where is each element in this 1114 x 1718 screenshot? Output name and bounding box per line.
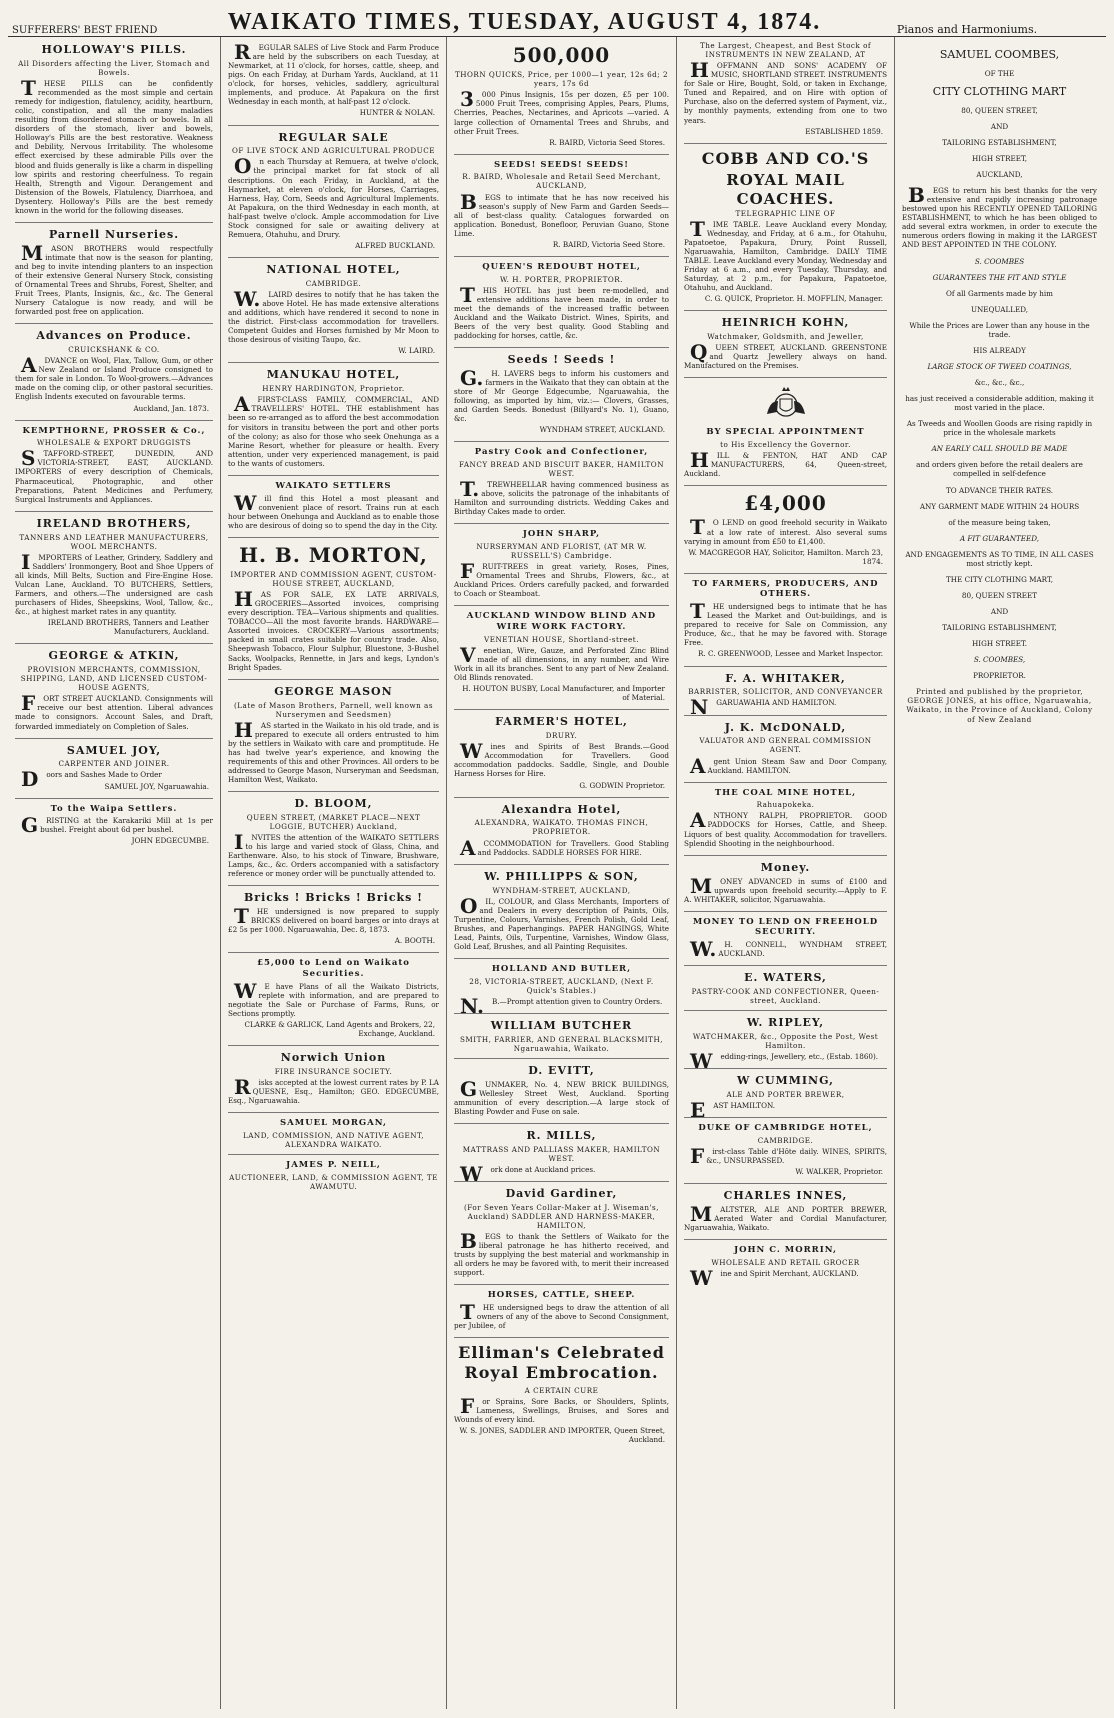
- ad-title: JOHN C. MORRIN,: [734, 1245, 837, 1256]
- advertisement: [684, 1189, 887, 1240]
- advertisement: [454, 447, 669, 524]
- clothing-line: S. COOMBES: [974, 256, 1025, 266]
- advertisement: [684, 316, 887, 378]
- ad-title: REGULAR SALE: [278, 130, 389, 144]
- ad-body: HAS started in the Waikato in his old trade, and is prepared to execute all orders entrusted to him by the settlers in Waikato with care and promptitude. He has had twelve year's experience, and knowing the requirements of this and other Provinces. All orders to be addressed to George Mason, Nurseryman and Seedsman, Hamilton West, Waikato.: [228, 717, 439, 785]
- ad-title: WAIKATO SETTLERS: [275, 480, 392, 491]
- ad-subtitle: to His Excellency the Governor.: [720, 440, 851, 449]
- ad-signature: R. BAIRD, Victoria Seed Store.: [552, 239, 665, 249]
- clothing-line: of the measure being taken,: [948, 517, 1051, 527]
- ad-title: SAMUEL MORGAN,: [280, 1118, 387, 1129]
- ad-body: GUNMAKER, No. 4, NEW BRICK BUILDINGS, Wellesley Street West, Auckland. Sporting ammunition of every description.—A large stock of Blasting Powder and Fuse on sale.: [454, 1076, 669, 1116]
- clothing-line: 80, QUEEN STREET: [961, 590, 1038, 600]
- clothing-line: AND ENGAGEMENTS AS TO TIME, IN ALL CASES most strictly kept.: [905, 549, 1094, 568]
- clothing-line: SAMUEL COOMBES,: [939, 48, 1060, 61]
- ad-title: SAMUEL JOY,: [66, 743, 162, 757]
- ad-title: W CUMMING,: [737, 1074, 834, 1088]
- ad-title: JOHN SHARP,: [522, 529, 601, 540]
- ad-title: QUEEN'S REDOUBT HOTEL,: [482, 261, 641, 272]
- advertisement: [454, 1290, 669, 1338]
- advertisement: [684, 1123, 887, 1184]
- ad-body: FRUIT-TREES in great variety, Roses, Pines, Ornamental Trees and Shrubs, Flowers, &c., at Auckland Prices. Orders carefully packed, and forwarded to Coach or Steamboat.: [454, 559, 669, 599]
- ad-subtitle: OF LIVE STOCK AND AGRICULTURAL PRODUCE: [232, 146, 435, 156]
- ad-subtitle: PROVISION MERCHANTS, COMMISSION, SHIPPING, LAND, AND LICENSED CUSTOM-HOUSE AGENTS,: [20, 665, 208, 693]
- advertisement: [454, 611, 669, 710]
- clothing-line: THE CITY CLOTHING MART,: [946, 574, 1053, 584]
- ad-body: Venetian, Wire, Gauze, and Perforated Zinc Blind made of all dimensions, in any number, and Wire Work in all its branches. Sent to any part of New Zealand. Old Blinds renovated.: [454, 642, 669, 683]
- ad-body: THE undersigned is now prepared to supply BRICKS delivered on board barges or into drays at £2 5s per 1000. Ngaruawahia, Dec. 8, 1873.: [228, 904, 439, 935]
- ad-title: R. MILLS,: [526, 1128, 597, 1142]
- advertisement: [454, 1064, 669, 1124]
- ad-title: HORSES, CATTLE, SHEEP.: [487, 1290, 636, 1301]
- ad-title: Seeds ! Seeds !: [507, 353, 616, 367]
- columns: [8, 37, 1106, 1709]
- clothing-line: GUARANTEES THE FIT AND STYLE: [932, 272, 1067, 282]
- ad-subtitle: THORN QUICKS, Price, per 1000—1 year, 12s 6d; 2 years, 17s 6d: [454, 70, 669, 89]
- advertisement: [15, 744, 213, 799]
- ad-body: BEGS to intimate that he has now received his season's supply of New Farm and Garden Seeds—all of best-class quality. Catalogues forwarded on application. Bonedust, Bonefloor, Peruvian Guano, Stone Lime.: [454, 189, 669, 238]
- ad-body: EAST HAMILTON.: [690, 1098, 776, 1123]
- ad-body: Wine and Spirit Merchant, AUCKLAND.: [690, 1266, 859, 1290]
- advertisement: [454, 715, 669, 797]
- ad-signature: Auckland, Jan. 1873.: [133, 403, 209, 413]
- ad-title: Parnell Nurseries.: [48, 227, 180, 241]
- advertisement: [228, 958, 439, 1046]
- ad-subtitle: VALUATOR AND GENERAL COMMISSION AGENT.: [699, 736, 872, 755]
- clothing-line: &c., &c., &c.,: [974, 378, 1025, 388]
- ad-body: THE undersigned begs to draw the attention of all owners of any of the above to Second Consignment, per Jubilee, of: [454, 1300, 669, 1331]
- advertisement: [684, 149, 887, 312]
- ad-body: First-class Table d'Hôte daily. WINES, SPIRITS, &c., UNSURPASSED.: [690, 1144, 887, 1168]
- ad-signature: H. HOUTON BUSBY, Local Manufacturer, and Importer of Material.: [462, 684, 665, 703]
- clothing-line: While the Prices are Lower than any house in the trade.: [909, 320, 1090, 339]
- ad-subtitle: WYNDHAM-STREET, AUCKLAND,: [492, 885, 631, 895]
- ad-signature: IRELAND BROTHERS, Tanners and Leather Manufacturers, Auckland.: [47, 618, 209, 637]
- advertisement: [454, 529, 669, 606]
- ad-title: £5,000 to Lend on Waikato Securities.: [257, 958, 410, 980]
- clothing-line: has just received a considerable addition, making it most varied in the place.: [905, 394, 1094, 413]
- ad-title: To the Waipa Settlers.: [50, 803, 178, 814]
- ad-title: D. BLOOM,: [294, 797, 373, 811]
- ad-subtitle: WHOLESALE AND RETAIL GROCER: [711, 1257, 860, 1267]
- advertisement: [684, 721, 887, 783]
- ad-subtitle: WHOLESALE & EXPORT DRUGGISTS: [36, 438, 192, 448]
- ad-subtitle: FIRE INSURANCE SOCIETY.: [274, 1067, 393, 1077]
- ad-title: David Gardiner,: [505, 1187, 618, 1200]
- ad-subtitle: CARPENTER AND JOINER.: [58, 759, 170, 769]
- ad-title: J. K. McDONALD,: [724, 720, 847, 734]
- ad-body: T.TREWHEELLAR having commenced business as above, solicits the patronage of the inhabitants of Hamilton and surrounding districts. Wedding Cakes and Birthday Cakes made to order.: [454, 477, 669, 517]
- ad-body: THESE PILLS can be confidently recommended as the most simple and certain remedy for indigestion, flatulency, acidity, heartburn, colic, constipation, and all the many maladies resulting from disordered stomach or bowels. In all disorders of the stomach, liver and bowels, Holloway's Pills are the best restorative. Weakness and Debility, Nervous Irritability. The wholesome effect exercised by these admirable Pills over the blood and fluids generally is like a charm in dispelling low spirits and restoring cheerfulness. To regain Health, Strength and Vigour. Derangement and Distension of the Bowels, Flatulency, Diarrhoea, and Dysentery. Holloway's Pills are the best remedy known in the world for the following diseases.: [15, 75, 213, 215]
- ad-signature: SAMUEL JOY, Ngaruawahia.: [104, 781, 209, 791]
- ad-signature: WYNDHAM STREET, AUCKLAND.: [539, 425, 665, 435]
- clothing-line: Of all Garments made by him: [946, 288, 1053, 298]
- advertisement: [228, 481, 439, 538]
- advertisement: [15, 43, 213, 223]
- ad-title: W. RIPLEY,: [746, 1016, 825, 1030]
- ad-subtitle: FANCY BREAD AND BISCUIT BAKER, HAMILTON WEST.: [459, 460, 664, 479]
- ad-subtitle: VENETIAN HOUSE, Shortland-street.: [484, 634, 639, 644]
- advertisement: [684, 671, 887, 720]
- masthead-right: Pianos and Harmoniums.: [896, 23, 1038, 36]
- royal-coat-of-arms-icon: [753, 383, 819, 423]
- ad-subtitle: W. H. PORTER, PROPRIETOR.: [500, 274, 623, 284]
- advertisement: [228, 797, 439, 886]
- ad-title: JAMES P. NEILL,: [286, 1160, 381, 1171]
- ad-signature: CLARKE & GARLICK, Land Agents and Brokers, 22, Exchange, Auckland.: [244, 1020, 435, 1039]
- ad-subtitle: Watchmaker, Goldsmith, and Jeweller,: [707, 332, 864, 342]
- ad-body: Agent Union Steam Saw and Door Company, Auckland. HAMILTON.: [690, 753, 887, 778]
- ad-subtitle: AUCTIONEER, LAND, & COMMISSION AGENT, TE AWAMUTU.: [229, 1172, 438, 1191]
- advertisement: [454, 803, 669, 865]
- advertisement: [228, 368, 439, 475]
- clothing-line: AN EARLY CALL SHOULD BE MADE: [931, 444, 1068, 454]
- ad-signature: R. BAIRD, Victoria Seed Stores.: [549, 137, 665, 147]
- clothing-line: OF THE: [984, 68, 1015, 78]
- ad-title: MONEY TO LEND ON FREEHOLD SECURITY.: [692, 916, 879, 938]
- advertisement: [228, 263, 439, 363]
- ad-body: Will find this Hotel a most pleasant and convenient place of resort. Trains run at each hour between Onehunga and Auckland as to enable those who are desirous of doing so to spend the day in the City.: [228, 490, 439, 530]
- ad-title: F. A. WHITAKER,: [725, 671, 846, 685]
- ad-subtitle: Rahuapokeka.: [756, 800, 815, 810]
- ad-title: BY SPECIAL APPOINTMENT: [706, 427, 865, 438]
- ad-signature: ESTABLISHED 1859.: [805, 126, 883, 136]
- ad-subtitle: The Largest, Cheapest, and Best Stock of INSTRUMENTS IN NEW ZEALAND, AT: [699, 41, 872, 60]
- ad-body: GRISTING at the Karakariki Mill at 1s per bushel. Freight about 6d per bushel.: [21, 813, 213, 838]
- ad-body: REGULAR SALES of Live Stock and Farm Produce are held by the subscribers on each Tuesday, at Newmarket, at 11 o'clock, for horses, cattle, sheep, and pigs. On each Friday, at Durham Yards, Auckland, at 11 o'clock, for horses, vehicles, saddlery, agricultural implements, and produce. At Papakura on the first Wednesday in each month, at half-past 12 o'clock.: [228, 40, 439, 107]
- ad-signature: JOHN EDGECUMBE.: [131, 836, 209, 846]
- ad-body: NGARUAWAHIA AND HAMILTON.: [690, 695, 837, 720]
- clothing-line: TO ADVANCE THEIR RATES.: [945, 485, 1054, 495]
- ad-signature: HUNTER & NOLAN.: [359, 108, 435, 118]
- ad-title: MANUKAU HOTEL,: [266, 368, 401, 382]
- clothing-body: BEGS to return his best thanks for the very extensive and rapidly increasing patronage bestowed upon his RECENTLY OPENED TAILORING ESTABLISHMENT, to which he has been obliged to add several extra workmen, in order to execute the numerous orders flowing in making it the LARGEST AND BEST APPOINTED IN THE COLONY.: [902, 183, 1097, 250]
- ad-subtitle: TANNERS AND LEATHER MANUFACTURERS, WOOL MERCHANTS.: [19, 532, 209, 551]
- column-4: [677, 37, 895, 1709]
- advertisement: [15, 329, 213, 420]
- clothing-line: and orders given before the retail dealers are compelled in self-defence: [916, 460, 1083, 479]
- ad-title: AUCKLAND WINDOW BLIND AND WIRE WORK FACTORY.: [466, 611, 657, 633]
- ad-body: HAS FOR SALE, EX LATE ARRIVALS, GROCERIES—Assorted invoices, comprising every description. TEA—Various shipments and qualities. TOBACCO—All the most favorite brands. HARDWARE—Assorted invoices. CROCKERY—Various assortments; packed in small crates suitable for country trade. Also, Sheepwash Tobacco, Flour Sulphur, Bluestone, 3-Bushel Sacks, Woolpacks, Rennette, in Jars and kegs, Lyndon's Bright Spades.: [228, 587, 439, 672]
- advertisement: [454, 353, 669, 442]
- advertisement: [454, 262, 669, 348]
- advertisement: [228, 131, 439, 259]
- ad-signature: W. WALKER, Proprietor.: [795, 1167, 883, 1177]
- ad-title: COBB AND CO.'S: [701, 148, 870, 168]
- ad-subtitle: WATCHMAKER, &c., Opposite the Post, West Hamilton.: [692, 1032, 879, 1051]
- ad-subtitle: BARRISTER, SOLICITOR, AND CONVEYANCER: [688, 687, 883, 697]
- ad-title: THE COAL MINE HOTEL,: [714, 787, 857, 798]
- ad-subtitle: CAMBRIDGE.: [305, 278, 362, 288]
- ad-title: D. EVITT,: [528, 1063, 595, 1077]
- ad-title: E. WATERS,: [744, 971, 827, 985]
- advertisement: [15, 649, 213, 738]
- advertisement: [684, 579, 887, 667]
- ad-body: OIL, COLOUR, and Glass Merchants, Importers of and Dealers in every description of Paints, Oils, Turpentine, Colours, Varnishes, French Polish, Gold Leaf, Brushes, and Paperhangings. PAPER HANGINGS, White Lead, Paints, Oils, Turpentine, Varnishes, Window Glass, Gold Leaf, Brushes, and all Painting Requisites.: [454, 893, 669, 951]
- ad-subtitle: All Disorders affecting the Liver, Stomach and Bowels.: [18, 58, 210, 77]
- advertisement: [228, 40, 439, 126]
- ad-body: MASON BROTHERS would respectfully intimate that now is the season for planting, and beg to invite intending planters to an inspection of their extensive General Nursery Stock, consisting of Ornamental Trees and Shrubs, Forest, Shelter, and Fruit Trees, Plants, Insignis, &c., &c. The General Nursery Catalogue is now ready, and will be forwarded post free on application.: [15, 240, 213, 317]
- ad-body: 3000 Pinus Insignis, 15s per dozen, £5 per 100. 5000 Fruit Trees, comprising Apples, Pears, Plums, Cherries, Peaches, Nectarines, and Apricots —varied. A large collection of Ornamental Trees and Shrubs, and other Fruit Trees.: [454, 87, 669, 136]
- clothing-line: PROPRIETOR.: [973, 671, 1026, 681]
- ad-body: WE have Plans of all the Waikato Districts, replete with information, and are prepared to negotiate the Sale or Purchase of Farms, Runs, or Sections promptly.: [228, 978, 439, 1019]
- ad-body: W.LAIRD desires to notify that he has taken the above Hotel. He has made extensive alterations and additions, which have rendered it second to none in the district. First-class accommodation for travellers. Competent Guides and Horses furnished by Mr Moon to those desirous of visiting Taupo, &c.: [228, 286, 439, 345]
- advertisement: [684, 383, 887, 486]
- ad-body: IMPORTERS of Leather, Grindery, Saddlery and Saddlers' Ironmongery, Boot and Shoe Uppers of all kinds, Mill Belts, Suction and Fire-Engine Hose. Vulcan Lane, Auckland. TO BUTCHERS, Settlers, Farmers, and others.—The undersigned are cash purchasers of Hides, Sheepskins, Wool, Tallow, &c., &c., at highest market rates in any quantity.: [15, 549, 213, 617]
- clothing-line: 80, QUEEN STREET,: [961, 105, 1038, 115]
- ad-body: Wedding-rings, Jewellery, etc., (Estab. 1860).: [690, 1049, 879, 1074]
- ad-body: N.B.—Prompt attention given to Country Orders.: [460, 993, 663, 1018]
- ad-subtitle: MATTRASS AND PALLIASS MAKER, HAMILTON WEST.: [462, 1144, 661, 1163]
- ad-body: ADVANCE on Wool, Flax, Tallow, Gum, or other New Zealand or Island Produce consigned to them for sale in London. To Wool-growers.—Advances made on the coming clip, or other pastoral securities. English Indents executed on favourable terms.: [15, 353, 213, 402]
- ad-body: THIS HOTEL has just been re-modelled, and extensive additions have been made, in order to meet the demands of the increased traffic between Auckland and the Waikato District. Wines, Spirits, and Beers of the very best quality. Good Stabling and paddocking for horses, cattle, &c.: [454, 282, 669, 340]
- ad-subtitle: A CERTAIN CURE: [524, 1385, 599, 1395]
- clothing-line: ANY GARMENT MADE WITHIN 24 HOURS: [919, 501, 1080, 511]
- ad-body: Wines and Spirits of Best Brands.—Good Accommodation for Travellers. Good accommodation paddocks. Saddle, Single, and Double Harness Horses for Hire.: [454, 739, 669, 779]
- ad-body: Work done at Auckland prices.: [460, 1161, 596, 1186]
- ad-title: Alexandra Hotel,: [501, 802, 622, 816]
- clothing-line: AUCKLAND,: [976, 170, 1023, 180]
- advertisement: [228, 1118, 439, 1155]
- ad-title: FARMER'S HOTEL,: [495, 715, 628, 729]
- ad-signature: R. C. GREENWOOD, Lessee and Market Inspector.: [697, 649, 883, 659]
- advertisement: [228, 1051, 439, 1113]
- ad-subtitle: TELEGRAPHIC LINE OF: [735, 208, 836, 218]
- clothing-line: LARGE STOCK OF TWEED COATINGS,: [927, 361, 1072, 371]
- ad-title: WILLIAM BUTCHER: [490, 1018, 633, 1032]
- clothing-line: As Tweeds and Woollen Goods are rising rapidly in price in the wholesale markets: [906, 419, 1093, 438]
- ad-body: ACCOMMODATION for Travellers. Good Stabling and Paddocks. SADDLE HORSES FOR HIRE.: [460, 835, 669, 860]
- clothing-line: UNEQUALLED,: [970, 304, 1029, 314]
- ad-title: HEINRICH KOHN,: [721, 316, 850, 330]
- ad-signature: W. MACGREGOR HAY, Solicitor, Hamilton. March 23, 1874.: [688, 547, 883, 566]
- ad-body: ANTHONY RALPH, PROPRIETOR. GOOD PADDOCKS for Horses, Cattle, and Sheep. Liquors of best quality. Accommodation for travellers. Splendid Shooting in the neighbourhood.: [684, 808, 887, 848]
- advertisement: [15, 804, 213, 853]
- ad-title: £4,000: [744, 491, 827, 516]
- ad-body: HILL & FENTON, HAT AND CAP MANUFACTURERS, 64, Queen-street, Auckland.: [684, 448, 887, 479]
- printer-imprint: Printed and published by the proprietor, GEORGE JONES, at his office, Ngaruawahia, Waikato, in the Province of Auckland, Colony of New Zealand: [906, 687, 1093, 724]
- ad-headline: ROYAL MAIL COACHES.: [726, 170, 845, 208]
- ad-title: DUKE OF CAMBRIDGE HOTEL,: [698, 1123, 873, 1134]
- ad-body: FORT STREET AUCKLAND. Consignments will receive our best attention. Liberal advances made to consignors. Account Sales, and Draft, forwarded immediately on Completion of Sales.: [15, 691, 213, 731]
- ad-body: MALTSTER, ALE AND PORTER BREWER, Aerated Water and Cordial Manufacturer, Ngaruawahia, Waikato.: [684, 1202, 887, 1233]
- advertisement: [15, 228, 213, 324]
- ad-body: INVITES the attention of the WAIKATO SETTLERS to his large and varied stock of Glass, China, and Earthenware. Also, to his stock of Tinware, Brushware, Lamps, &c., &c. Orders accompanied with a satisfactory reference or money order will be punctually attended to.: [228, 830, 439, 879]
- advertisement: [684, 1245, 887, 1290]
- advertisement: [454, 1187, 669, 1285]
- ad-subtitle: ALEXANDRA, WAIKATO. THOMAS FINCH, PROPRIETOR.: [474, 818, 649, 837]
- ad-signature: ALFRED BUCKLAND.: [355, 240, 435, 250]
- ad-subtitle: LAND, COMMISSION, AND NATIVE AGENT, ALEXANDRA WAIKATO.: [242, 1131, 425, 1150]
- ad-title: Money.: [760, 860, 811, 874]
- ad-body: TO LEND on good freehold security in Waikato at a low rate of interest. Also several sums varying in amount from £50 to £1,400.: [684, 515, 887, 546]
- advertisement: [228, 1160, 439, 1196]
- ad-subtitle: DRURY.: [545, 731, 578, 741]
- clothing-line: HIGH STREET,: [971, 153, 1028, 163]
- ad-title: Bricks ! Bricks ! Bricks !: [244, 891, 423, 905]
- advertisement: [684, 1016, 887, 1074]
- advertisement: [228, 543, 439, 680]
- ad-body: On each Thursday at Remuera, at twelve o'clock, the principal market for fat stock of all descriptions. On each Friday, in Auckland, at the Haymarket, at eleven o'clock, for Horses, Carriages, Harness, Hay, Corn, Seeds and Agricultural Implements. At Papakura, on the third Wednesday in each month, at half-past twelve o'clock. Ample accommodation for Live Stock consigned for sale or awaiting delivery at Remuera, Otahuhu, and Drury.: [228, 154, 439, 239]
- ad-title: KEMPTHORNE, PROSSER & Co.,: [22, 425, 206, 436]
- ad-body: BEGS to thank the Settlers of Waikato for the liberal patronage he has hitherto received, and trusts by supplying the best material and workmanship in all orders he may be favored with, to merit their increased support.: [454, 1229, 669, 1278]
- ad-title: TO FARMERS, PRODUCERS, AND OTHERS.: [692, 578, 879, 600]
- ad-title: HOLLOWAY'S PILLS.: [41, 43, 187, 56]
- ad-body: HOFFMANN AND SONS' ACADEMY OF MUSIC, SHORTLAND STREET. INSTRUMENTS for Sale or Hire, Bought, Sold, or taken in Exchange, Tuned and Repaired, and on Hire with option of Purchase, also on the deferred system of Payment, viz., by monthly payments, extending from one to two years.: [684, 58, 887, 125]
- ad-title: 500,000: [512, 43, 611, 67]
- ad-body: QUEEN STREET, AUCKLAND. GREENSTONE and Quartz Jewellery always on hand. Manufactured on the Premises.: [684, 340, 887, 371]
- ad-signature: W. S. JONES, SADDLER AND IMPORTER, Queen Street, Auckland.: [459, 1425, 665, 1444]
- clothing-line: A FIT GUARANTEED,: [959, 533, 1040, 543]
- advertisement: [684, 917, 887, 967]
- ad-title: HOLLAND AND BUTLER,: [491, 963, 632, 974]
- ad-title: Advances on Produce.: [36, 329, 192, 343]
- column-5: [895, 37, 1104, 1709]
- ad-title: NATIONAL HOTEL,: [266, 263, 401, 277]
- ad-subtitle: CAMBRIDGE.: [757, 1135, 814, 1145]
- advertisement: [684, 1074, 887, 1123]
- ad-body: MONEY ADVANCED in sums of £100 and upwards upon freehold security.—Apply to F. A. WHITAKER, solicitor, Ngaruawahia.: [684, 873, 887, 904]
- ad-title: W. PHILLIPPS & SON,: [484, 869, 639, 883]
- ad-signature: G. GODWIN Proprietor.: [579, 780, 665, 790]
- clothing-line: TAILORING ESTABLISHMENT,: [942, 623, 1057, 633]
- clothing-line: HIGH STREET.: [971, 639, 1028, 649]
- ad-signature: C. G. QUICK, Proprietor. H. MOFFLIN, Manager.: [704, 294, 883, 304]
- clothing-line: AND: [990, 121, 1009, 131]
- column-2: [221, 37, 447, 1709]
- ad-body: G.H. LAVERS begs to inform his customers and farmers in the Waikato that they can obtain at the store of Mr George Edgecumbe, Ngaruawahia, the following, as imported by him, viz.:— Clovers, Grasses, and Garden Seeds. Bonedust (Billyard's No. 1), Guano, &c.: [454, 365, 669, 424]
- ad-title: Elliman's Celebrated Royal Embrocation.: [458, 1343, 665, 1383]
- advertisement: [684, 971, 887, 1011]
- ad-title: CHARLES INNES,: [723, 1189, 848, 1203]
- ad-body: For Sprains, Sore Backs, or Shoulders, Splints, Lameness, Swellings, Bruises, and Sores and Wounds of every kind.: [454, 1393, 669, 1424]
- ad-title: IRELAND BROTHERS,: [36, 516, 192, 530]
- ad-subtitle: NURSERYMAN AND FLORIST, (AT MR W. RUSSELL'S) Cambridge.: [476, 542, 647, 561]
- newspaper-title: WAIKATO TIMES, TUESDAY, AUGUST 4, 1874.: [227, 9, 822, 35]
- ad-title: Pastry Cook and Confectioner,: [474, 447, 649, 458]
- masthead-left: SUFFERERS' BEST FRIEND: [12, 25, 158, 36]
- ad-title: GEORGE MASON: [274, 684, 393, 698]
- ad-title: Norwich Union: [280, 1051, 387, 1065]
- ad-body: THE undersigned begs to intimate that he has Leased the Market and Out-buildings, and is prepared to receive for Sale on Commission, any Produce, &c., that he may be favored with. Storage Free.: [684, 599, 887, 648]
- advertisement: [454, 870, 669, 959]
- ad-subtitle: IMPORTER AND COMMISSION AGENT, CUSTOM-HOUSE STREET, AUCKLAND,: [230, 569, 437, 589]
- advertisement: [15, 426, 213, 512]
- advertisement: [454, 963, 669, 1018]
- advertisement: [454, 160, 669, 257]
- ad-subtitle: R. BAIRD, Wholesale and Retail Seed Merchant, AUCKLAND,: [462, 172, 661, 191]
- ad-subtitle: PASTRY-COOK AND CONFECTIONER, Queen-street, Auckland.: [691, 987, 880, 1006]
- clothing-line: S. COOMBES,: [973, 655, 1026, 665]
- ad-body: TIME TABLE. Leave Auckland every Monday, Wednesday, and Friday, at 6 a.m., for Otahuhu, Papatoetoe, Papakura, Drury, Point Russell, Ngaruawahia, Hamilton, Cambridge. DAILY TIME TABLE. Leave Auckland every Monday, Wednesday and Friday at 6 a.m., and every Tuesday, Thursday, and Saturday, at 2 p.m., for Papakura, Papatoetoe, Otahuhu, and Auckland.: [684, 216, 887, 293]
- ad-subtitle: SMITH, FARRIER, AND GENERAL BLACKSMITH, Ngaruawahia, Waikato.: [460, 1034, 663, 1053]
- ad-title: SEEDS! SEEDS! SEEDS!: [494, 159, 629, 170]
- ad-subtitle: QUEEN STREET, (MARKET PLACE—NEXT LOGGIE, BUTCHER) Auckland,: [246, 812, 421, 831]
- ad-subtitle: ALE AND PORTER BREWER,: [726, 1090, 845, 1100]
- advertisement: [684, 41, 887, 144]
- ad-title: GEORGE & ATKIN,: [48, 649, 180, 663]
- ad-subtitle: CRUICKSHANK & CO.: [68, 345, 160, 355]
- advertisement: [228, 685, 439, 792]
- column-1: [8, 37, 221, 1709]
- advertisement: [454, 1343, 669, 1451]
- advertisement: [684, 861, 887, 912]
- ad-body: Doors and Sashes Made to Order: [21, 767, 162, 792]
- clothing-line: CITY CLOTHING MART: [932, 84, 1067, 98]
- ad-signature: A. BOOTH.: [394, 936, 435, 946]
- ad-subtitle: HENRY HARDINGTON, Proprietor.: [262, 384, 405, 394]
- ad-title: H. B. MORTON,: [239, 542, 428, 567]
- advertisement: [684, 788, 887, 856]
- clothing-line: HIS ALREADY: [973, 345, 1026, 355]
- ad-signature: W. LAIRD.: [398, 346, 435, 356]
- advertisement: [454, 43, 669, 155]
- ad-body: Risks accepted at the lowest current rates by P. LA QUESNE, Esq., Hamilton; GEO. EDGECUMBE, Esq., Ngaruawahia.: [228, 1075, 439, 1106]
- masthead: [8, 6, 1106, 37]
- clothing-line: TAILORING ESTABLISHMENT,: [942, 137, 1057, 147]
- advertisement: [454, 1019, 669, 1059]
- ad-subtitle: (For Seven Years Collar-Maker at J. Wiseman's, Auckland) SADDLER AND HARNESS-MAKER, HAMILTON,: [464, 1202, 659, 1230]
- advertisement: [228, 891, 439, 953]
- ad-body: W.H. CONNELL, WYNDHAM STREET, AUCKLAND.: [690, 937, 887, 962]
- ad-body: STAFFORD-STREET, DUNEDIN, AND VICTORIA-STREET, EAST, AUCKLAND. IMPORTERS of every description of Chemicals, Pharmaceutical, Photographic, and other Preparations, Patent Medicines and Perfumery, Surgical Instruments and Appliances.: [15, 446, 213, 504]
- ad-subtitle: 28, VICTORIA-STREET, AUCKLAND, (Next F. Quick's Stables.): [469, 976, 654, 995]
- advertisement: [684, 491, 887, 574]
- column-3: [447, 37, 677, 1709]
- ad-body: AFIRST-CLASS FAMILY, COMMERCIAL, AND TRAVELLERS' HOTEL. THE establishment has been so re-arranged as to afford the best accommodation for visitors in transitu between the port and other ports of the colony; as also for those who seek Onehunga as a Marine Resort, whether for pleasure or health. Every attention, under very experienced management, is paid to the wants of customers.: [228, 392, 439, 468]
- ad-subtitle: (Late of Mason Brothers, Parnell, well known as Nurserymen and Seedsmen): [233, 700, 434, 719]
- advertisement: [15, 517, 213, 645]
- clothing-line: AND: [990, 607, 1009, 617]
- advertisement: [454, 1128, 669, 1186]
